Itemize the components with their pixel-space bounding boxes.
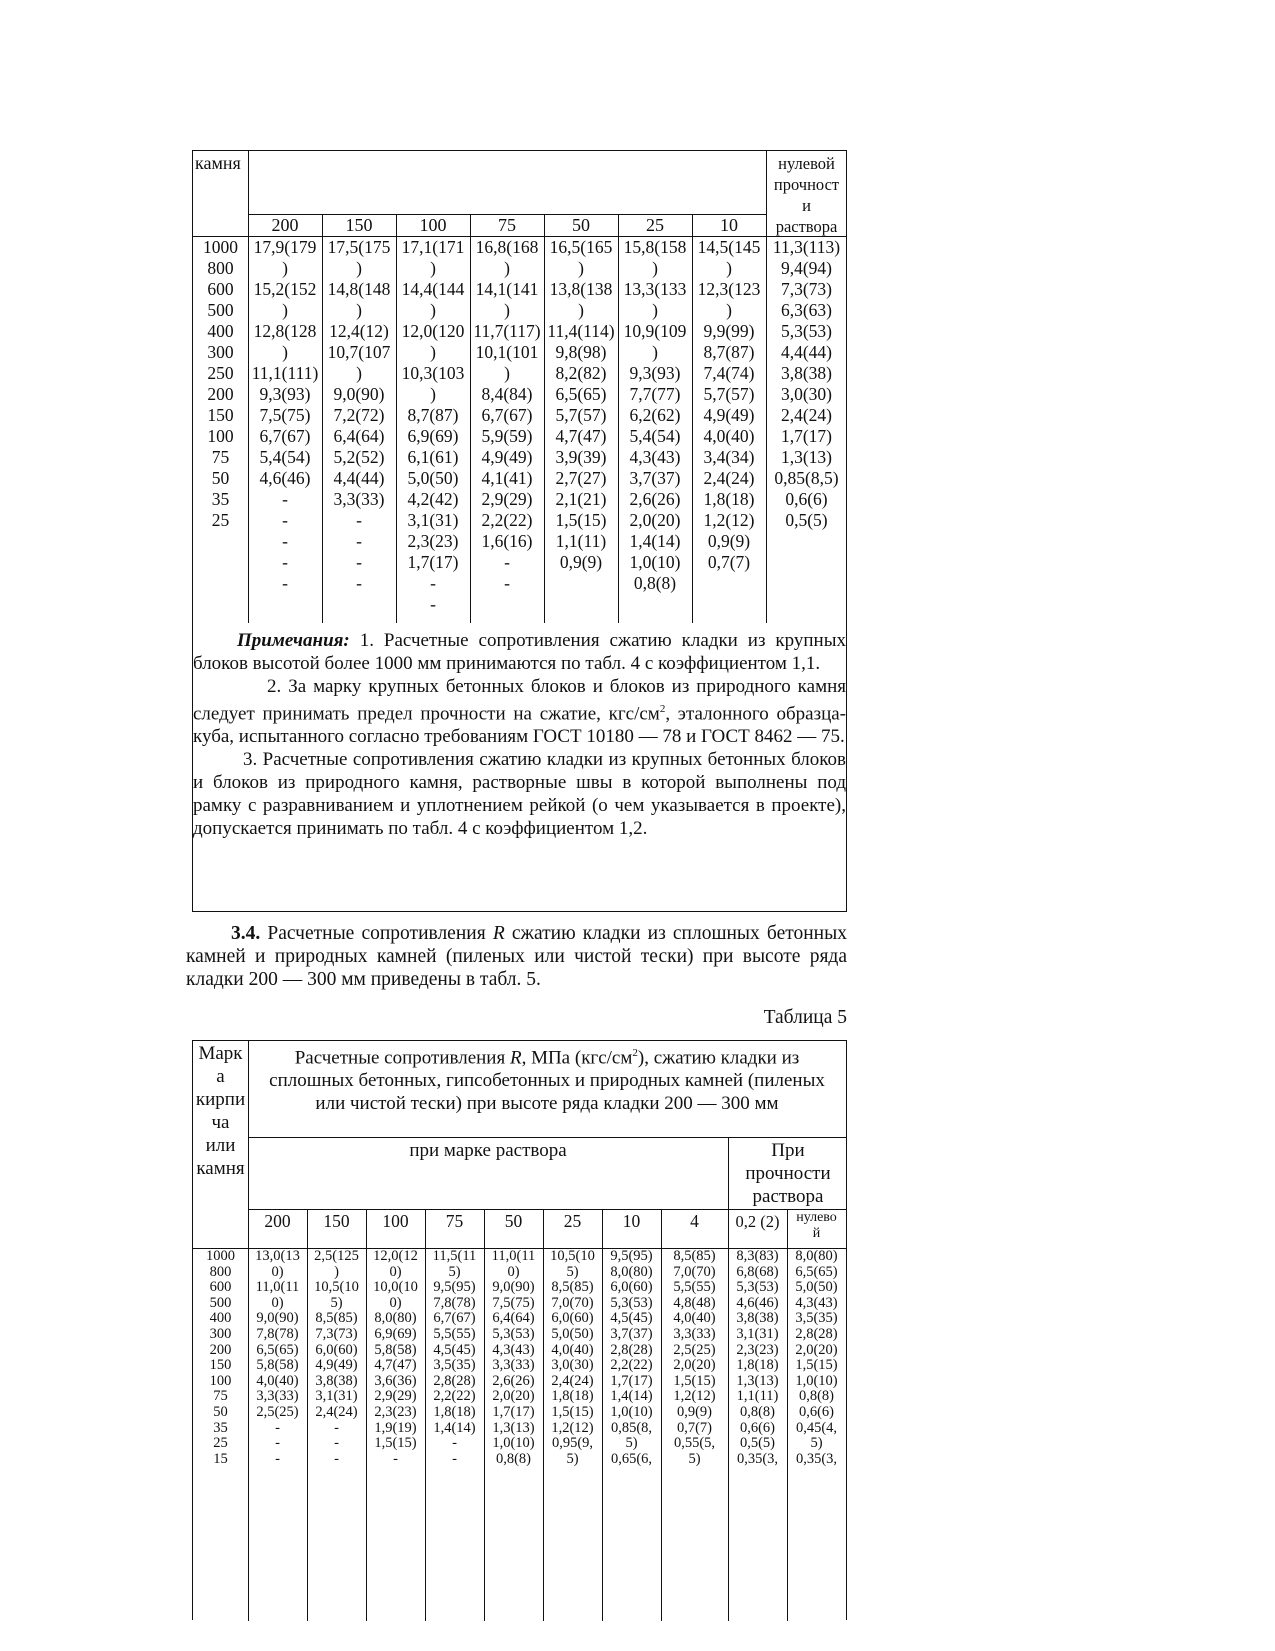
t4-values-col-zero: 11,3(113) 9,4(94) 7,3(73) 6,3(63) 5,3(53) 4,4(44) 3,8(38) 3,0(30) 2,4(24) 1,7(17) 1,3(13) 0,85(8,5) 0,6(6) 0,5(5) [772,237,841,530]
t4-values-col-75: 16,8(168 ) 14,1(141 ) 11,7(117) 10,1(101 ) 8,4(84) 6,7(67) 5,9(59) 4,9(49) 4,1(41) 2,9(29) 2,2(22) 1,6(16) - - [473,237,541,593]
t4-grade-200: 200 [271,215,299,235]
t5-grade-50: 50 [504,1211,523,1231]
t5-stone-grade-column: 1000 800 600 500 400 300 200 150 100 75 50 35 25 15 [206,1249,235,1467]
note-2-cont: , эталонного образца-куба, испытанного согласно требованиям ГОСТ 10180 — 78 и ГОСТ 8462 — 75. [193,703,846,748]
t5-title-sup: 2 [632,1047,638,1059]
t4-values-col-10: 14,5(145 ) 12,3(123 ) 9,9(99) 8,7(87) 7,4(74) 5,7(57) 4,9(49) 4,0(40) 3,4(34) 2,4(24) 1,8(18) 1,2(12) 0,9(9) 0,7(7) [697,237,761,572]
note-1: 1. Расчетные сопротивления сжатию кладки из крупных блоков высотой более 1000 мм принимаются по табл. 4 с коэффициентом 1,1. [193,630,846,674]
t5-strength-0-2: 0,2 (2) [735,1212,780,1231]
paragraph-r-symbol: R [492,923,505,944]
t5-title-text-3: ), сжатию кладки из сплошных бетонных, гипсобетонных и природных камней (пиленых или чистой тески) при высоте ряда кладки 200 — 300 мм [269,1047,825,1115]
paragraph-text: Расчетные сопротивления [260,923,493,944]
t4-grade-10: 10 [720,215,738,235]
t4-grade-150: 150 [345,215,373,235]
t5-grade-4: 4 [690,1211,699,1231]
t5-values-col-100: 12,0(12 0) 10,0(10 0) 8,0(80) 6,9(69) 5,8(58) 4,7(47) 3,6(36) 2,9(29) 2,3(23) 1,9(19) 1,5(15) - [373,1249,418,1467]
t4-grade-100: 100 [419,215,447,235]
t4-header-kamnya: камня [195,153,241,173]
t5-values-col-zero: 8,0(80) 6,5(65) 5,0(50) 4,3(43) 3,5(35) 2,8(28) 2,0(20) 1,5(15) 1,0(10) 0,8(8) 0,6(6) 0,45(4, 5) 0,35(3, [795,1249,838,1467]
t5-values-col-25: 10,5(10 5) 8,5(85) 7,0(70) 6,0(60) 5,0(50) 4,0(40) 3,0(30) 2,4(24) 1,8(18) 1,5(15) 1,2(12) 0,95(9, 5) [550,1249,595,1467]
table-5-caption: Таблица 5 [763,1007,847,1028]
t5-strength-zero: нулево й [796,1210,837,1241]
t4-grade-75: 75 [498,215,516,235]
t5-grade-100: 100 [382,1211,409,1231]
t5-title-text: Расчетные сопротивления [294,1047,510,1069]
t4-values-col-25: 15,8(158 ) 13,3(133 ) 10,9(109 ) 9,3(93) 7,7(77) 6,2(62) 5,4(54) 4,3(43) 3,7(37) 2,6(26) 2,0(20) 1,4(14) 1,0(10) 0,8(8) [623,237,687,593]
t5-grade-200: 200 [264,1211,291,1231]
t4-stone-grade-column: 1000 800 600 500 400 300 250 200 150 100 75 50 35 25 [203,237,238,530]
t4-values-col-200: 17,9(179 ) 15,2(152 ) 12,8(128 ) 11,1(111) 9,3(93) 7,5(75) 6,7(67) 5,4(54) 4,6(46) - - - - - [251,237,319,593]
paragraph-3-4 [186,922,847,991]
t5-grade-25: 25 [563,1211,582,1231]
t4-values-col-50: 16,5(165 ) 13,8(138 ) 11,4(114) 9,8(98) 8,2(82) 6,5(65) 5,7(57) 4,7(47) 3,9(39) 2,7(27) 2,1(21) 1,5(15) 1,1(11) 0,9(9) [547,237,615,572]
t5-title-r: R [509,1047,522,1069]
t5-hline [248,1137,846,1138]
note-3: 3. Расчетные сопротивления сжатию кладки из крупных бетонных блоков и блоков из природного камня, растворные швы в которой выполнены под рамку с разравниванием и уплотнением рейкой (о чем указывается в проекте), допускается принимать по табл. 4 с коэффициентом 1,2. [193,749,846,840]
note-2-superscript: 2 [659,703,666,715]
t5-values-col-50: 11,0(11 0) 9,0(90) 7,5(75) 6,4(64) 5,3(53) 4,3(43) 3,3(33) 2,6(26) 2,0(20) 1,7(17) 1,3(13) 1,0(10) 0,8(8) [491,1249,536,1467]
t4-values-col-150: 17,5(175 ) 14,8(148 ) 12,4(12) 10,7(107 ) 9,0(90) 7,2(72) 6,4(64) 5,2(52) 4,4(44) 3,3(33) - - - - [327,237,391,593]
t5-header-mortar: при марке раствора [409,1140,567,1161]
t5-values-col-0-2: 8,3(83) 6,8(68) 5,3(53) 4,6(46) 3,8(38) 3,1(31) 2,3(23) 1,8(18) 1,3(13) 1,1(11) 0,8(8) 0,6(6) 0,5(5) 0,35(3, [736,1249,779,1467]
notes-title: Примечания: [237,630,350,651]
t5-header-strength: При прочности раствора [745,1140,831,1207]
t4-notes [193,629,846,840]
t5-values-col-4: 8,5(85) 7,0(70) 5,5(55) 4,8(48) 4,0(40) 3,3(33) 2,5(25) 2,0(20) 1,5(15) 1,2(12) 0,9(9) 0,7(7) 0,55(5, 5) [673,1249,716,1467]
t5-values-col-75: 11,5(11 5) 9,5(95) 7,8(78) 6,7(67) 5,5(55) 4,5(45) 3,5(35) 2,8(28) 2,2(22) 1,8(18) 1,4(14) - - [432,1249,477,1467]
paragraph-number: 3.4. [231,923,261,944]
t5-grade-10: 10 [622,1211,641,1231]
t4-grade-25: 25 [646,215,664,235]
t5-values-col-150: 2,5(125 ) 10,5(10 5) 8,5(85) 7,3(73) 6,0(60) 4,9(49) 3,8(38) 3,1(31) 2,4(24) - - - [314,1249,359,1467]
t5-grade-75: 75 [445,1211,464,1231]
t5-grade-150: 150 [323,1211,350,1231]
t4-grade-50: 50 [572,215,590,235]
t5-title-text-2: , МПа (кгс/см [521,1047,633,1069]
t5-header-grade: Марк а кирпи ча или камня [195,1043,246,1179]
table-4-continued [192,150,847,912]
table-5 [192,1040,847,1620]
t4-values-col-100: 17,1(171 ) 14,4(144 ) 12,0(120 ) 10,3(103 ) 8,7(87) 6,9(69) 6,1(61) 5,0(50) 4,2(42) 3,1(31) 2,3(23) 1,7(17) - - [401,237,465,614]
note-2: 2. За марку крупных бетонных блоков и блоков из природного камня следует принимать предел прочности на сжатие, кгс/см [193,676,846,725]
t4-header-zero-strength: нулевой прочност и раствора [773,154,840,236]
t5-values-col-200: 13,0(13 0) 11,0(11 0) 9,0(90) 7,8(78) 6,5(65) 5,8(58) 4,0(40) 3,3(33) 2,5(25) - - - [255,1249,300,1467]
paragraph-text-cont: сжатию кладки из сплошных бетонных камней и природных камней (пиленых или чистой тески) при высоте ряда кладки 200 — 300 мм приведены в табл. 5. [186,923,847,990]
t5-header-title [255,1042,839,1115]
t5-values-col-10: 9,5(95) 8,0(80) 6,0(60) 5,3(53) 4,5(45) 3,7(37) 2,8(28) 2,2(22) 1,7(17) 1,4(14) 1,0(10) 0,85(8, 5) 0,65(6, [610,1249,653,1467]
